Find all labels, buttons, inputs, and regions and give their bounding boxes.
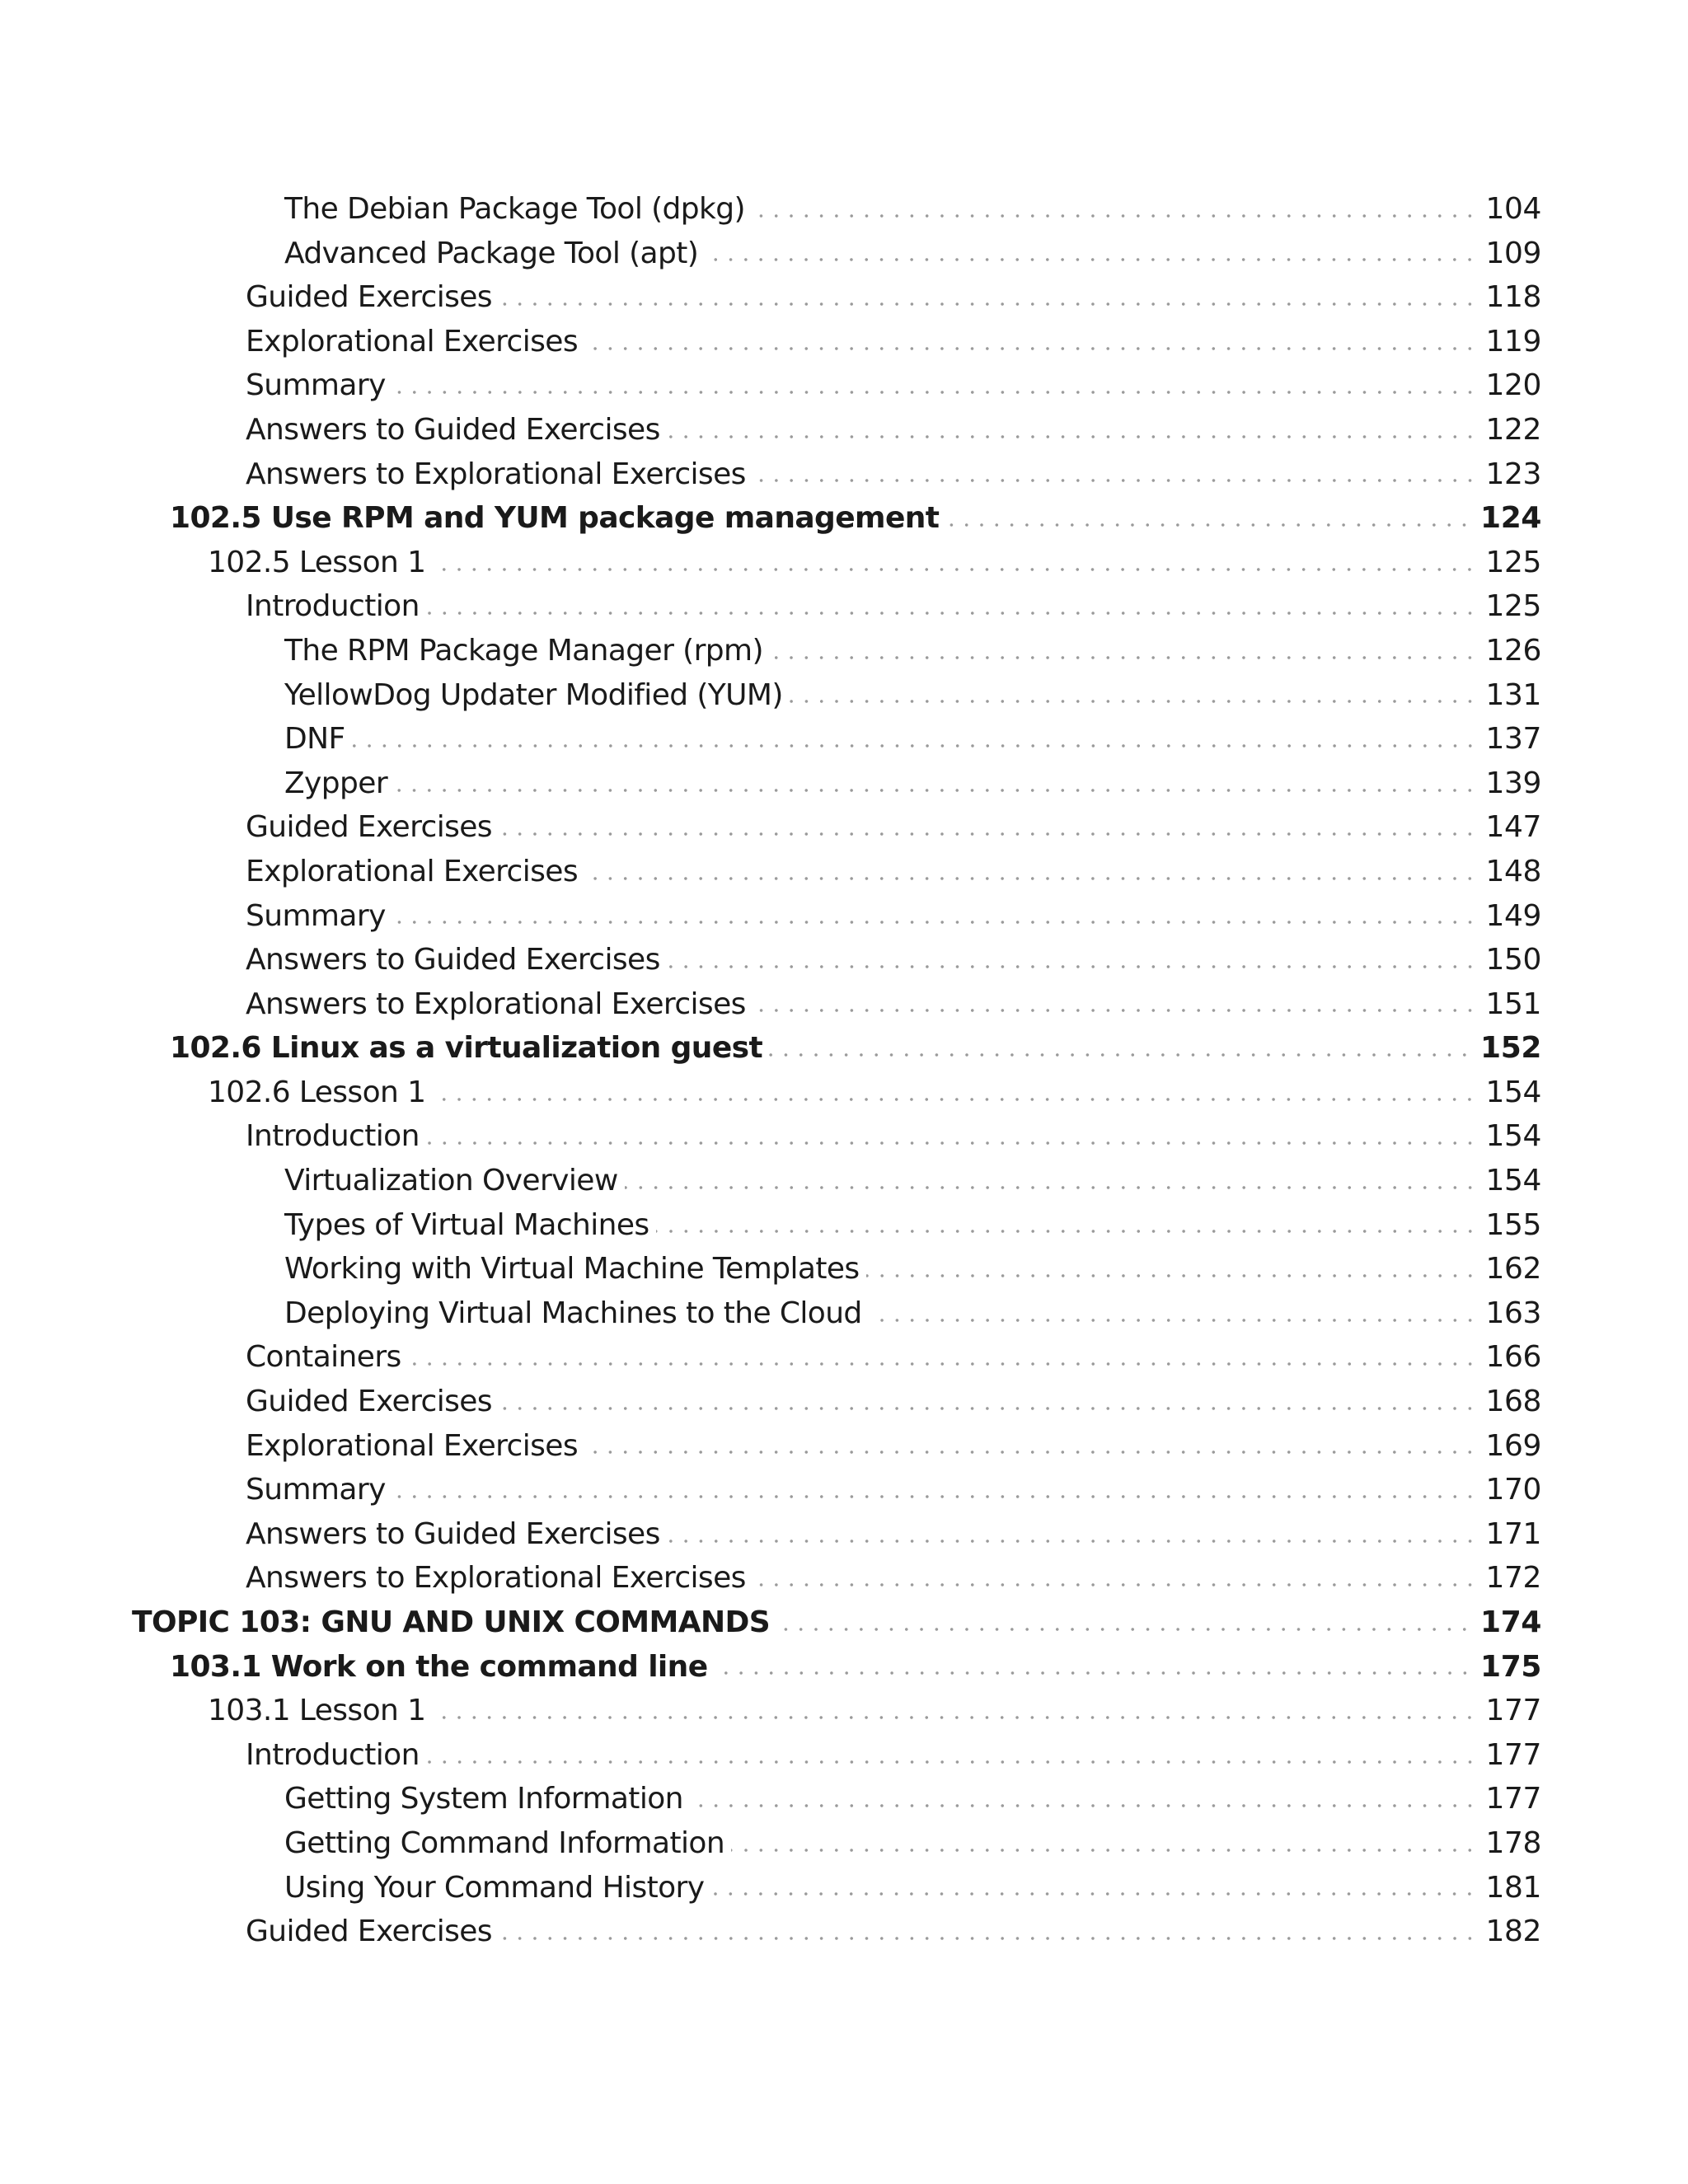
toc-entry-page-number: 171	[1485, 1516, 1541, 1551]
toc-entry-title: The RPM Package Manager (rpm)	[284, 633, 763, 668]
toc-entry-page-number: 131	[1485, 677, 1541, 712]
toc-entry-title: 102.5 Lesson 1	[208, 545, 426, 579]
toc-entry-page-number: 162	[1485, 1252, 1541, 1286]
toc-entry[interactable]	[0, 1556, 1688, 1601]
dot-leader	[770, 654, 1478, 662]
toc-entry-title: The Debian Package Tool (dpkg)	[284, 192, 745, 226]
toc-entry-page-number: 122	[1485, 412, 1541, 447]
dot-leader	[392, 918, 1478, 926]
toc-entry-title: DNF	[284, 722, 345, 757]
toc-entry[interactable]	[0, 1247, 1688, 1291]
toc-entry-page-number: 177	[1485, 1694, 1541, 1728]
toc-entry[interactable]	[0, 1866, 1688, 1910]
toc-entry-page-number: 181	[1485, 1870, 1541, 1905]
toc-entry-page-number: 170	[1485, 1473, 1541, 1507]
toc-entry-title: Explorational Exercises	[246, 854, 579, 888]
toc-entry-title: Getting Command Information	[284, 1825, 725, 1860]
dot-leader	[776, 1625, 1472, 1633]
toc-entry-title: Answers to Explorational Exercises	[246, 987, 746, 1021]
dot-leader	[667, 1537, 1478, 1545]
toc-entry-page-number: 104	[1485, 192, 1541, 226]
toc-entry[interactable]	[0, 1380, 1688, 1424]
toc-entry-title: Introduction	[246, 1737, 420, 1772]
toc-entry-title: Types of Virtual Machines	[284, 1207, 649, 1242]
dot-leader	[426, 1139, 1478, 1147]
dot-leader	[667, 433, 1478, 441]
toc-entry-page-number: 154	[1485, 1164, 1541, 1198]
toc-entry-page-number: 169	[1485, 1428, 1541, 1463]
dot-leader	[715, 1669, 1473, 1677]
dot-leader	[869, 1316, 1478, 1324]
toc-entry[interactable]	[0, 1910, 1688, 1954]
toc-entry-title: TOPIC 103: GNU AND UNIX COMMANDS	[132, 1605, 771, 1639]
toc-entry-title: Answers to Guided Exercises	[246, 1516, 660, 1551]
toc-entry-title: Using Your Command History	[284, 1870, 705, 1905]
toc-entry-page-number: 155	[1485, 1207, 1541, 1242]
dot-leader	[499, 830, 1478, 838]
toc-entry-title: Answers to Explorational Exercises	[246, 457, 746, 491]
dot-leader	[432, 1713, 1477, 1722]
toc-entry[interactable]	[0, 1821, 1688, 1866]
toc-entry-title: 102.6 Linux as a virtualization guest	[170, 1031, 763, 1066]
toc-entry-page-number: 148	[1485, 854, 1541, 888]
dot-leader	[499, 1404, 1478, 1413]
toc-entry-title: Summary	[246, 368, 386, 403]
toc-entry-title: Getting System Information	[284, 1782, 683, 1816]
toc-entry-title: 103.1 Work on the command line	[170, 1649, 708, 1684]
dot-leader	[945, 521, 1472, 529]
dot-leader	[584, 1448, 1477, 1456]
toc-entry[interactable]	[0, 496, 1688, 541]
toc-entry-page-number: 139	[1485, 766, 1541, 800]
toc-entry-page-number: 175	[1480, 1649, 1541, 1684]
toc-entry-title: Containers	[246, 1340, 401, 1375]
toc-entry-page-number: 151	[1485, 987, 1541, 1021]
dot-leader	[667, 963, 1478, 971]
toc-entry-page-number: 178	[1485, 1825, 1541, 1860]
toc-entry[interactable]	[0, 1071, 1688, 1115]
toc-entry[interactable]	[0, 541, 1688, 585]
toc-entry-title: Guided Exercises	[246, 280, 492, 315]
toc-entry-page-number: 120	[1485, 368, 1541, 403]
toc-entry-page-number: 154	[1485, 1119, 1541, 1154]
dot-leader	[753, 1006, 1478, 1015]
toc-entry-page-number: 154	[1485, 1075, 1541, 1109]
toc-entry-page-number: 147	[1485, 810, 1541, 845]
toc-entry-page-number: 166	[1485, 1340, 1541, 1375]
toc-entry-page-number: 125	[1485, 545, 1541, 579]
toc-entry-title: Answers to Guided Exercises	[246, 943, 660, 977]
dot-leader	[426, 1758, 1478, 1766]
toc-entry[interactable]	[0, 1203, 1688, 1248]
toc-entry[interactable]	[0, 1512, 1688, 1557]
dot-leader	[866, 1272, 1478, 1280]
dot-leader	[790, 697, 1478, 705]
toc-entry-title: 102.5 Use RPM and YUM package management	[170, 501, 940, 536]
dot-leader	[753, 476, 1478, 485]
toc-entry-title: Introduction	[246, 1119, 420, 1154]
toc-entry[interactable]	[0, 1777, 1688, 1821]
toc-entry[interactable]	[0, 717, 1688, 762]
toc-entry-page-number: 137	[1485, 722, 1541, 757]
toc-entry-page-number: 182	[1485, 1915, 1541, 1949]
toc-entry-title: 103.1 Lesson 1	[208, 1694, 426, 1728]
dot-leader	[769, 1051, 1472, 1059]
toc-entry[interactable]	[0, 850, 1688, 894]
dot-leader	[392, 1493, 1478, 1501]
toc-entry[interactable]	[0, 762, 1688, 806]
toc-entry-title: YellowDog Updater Modified (YUM)	[284, 677, 783, 712]
toc-entry[interactable]	[0, 1645, 1688, 1690]
dot-leader	[499, 300, 1478, 308]
toc-entry[interactable]	[0, 1291, 1688, 1336]
toc-entry-title: Working with Virtual Machine Templates	[284, 1252, 860, 1286]
dot-leader	[753, 1581, 1478, 1589]
toc-entry[interactable]	[0, 1468, 1688, 1512]
toc-entry[interactable]	[0, 938, 1688, 982]
toc-entry[interactable]	[0, 275, 1688, 320]
toc-entry-title: Guided Exercises	[246, 810, 492, 845]
dot-leader	[394, 786, 1477, 794]
toc-entry-page-number: 109	[1485, 236, 1541, 270]
toc-entry[interactable]	[0, 1159, 1688, 1203]
toc-entry-page-number: 126	[1485, 633, 1541, 668]
table-of-contents	[0, 187, 1688, 1954]
toc-entry-page-number: 118	[1485, 280, 1541, 315]
toc-entry-title: Virtualization Overview	[284, 1164, 618, 1198]
toc-entry-page-number: 174	[1480, 1605, 1541, 1639]
toc-entry-page-number: 172	[1485, 1561, 1541, 1596]
toc-entry-page-number: 119	[1485, 324, 1541, 359]
dot-leader	[731, 1846, 1477, 1854]
dot-leader	[584, 344, 1477, 353]
toc-entry-title: Guided Exercises	[246, 1915, 492, 1949]
dot-leader	[352, 742, 1478, 750]
toc-entry[interactable]	[0, 584, 1688, 629]
toc-entry[interactable]	[0, 982, 1688, 1027]
toc-entry-page-number: 149	[1485, 898, 1541, 933]
toc-entry-page-number: 150	[1485, 943, 1541, 977]
toc-entry-title: Answers to Guided Exercises	[246, 412, 660, 447]
toc-entry[interactable]	[0, 1601, 1688, 1645]
toc-entry[interactable]	[0, 232, 1688, 276]
toc-entry-page-number: 152	[1480, 1031, 1541, 1066]
toc-entry[interactable]	[0, 1689, 1688, 1733]
toc-entry-title: Guided Exercises	[246, 1385, 492, 1419]
toc-entry-title: Answers to Explorational Exercises	[246, 1561, 746, 1596]
toc-entry[interactable]	[0, 1424, 1688, 1469]
toc-entry-title: Advanced Package Tool (apt)	[284, 236, 699, 270]
dot-leader	[656, 1227, 1478, 1235]
toc-entry-title: Summary	[246, 898, 386, 933]
toc-entry[interactable]	[0, 1114, 1688, 1159]
toc-entry[interactable]	[0, 187, 1688, 232]
dot-leader	[710, 1890, 1477, 1898]
toc-entry-title: Zypper	[284, 766, 388, 800]
toc-entry[interactable]	[0, 1026, 1688, 1071]
dot-leader	[690, 1802, 1478, 1810]
toc-entry-page-number: 168	[1485, 1385, 1541, 1419]
toc-entry-title: 102.6 Lesson 1	[208, 1075, 426, 1109]
toc-entry-title: Deploying Virtual Machines to the Cloud	[284, 1296, 862, 1330]
toc-entry[interactable]	[0, 363, 1688, 408]
toc-entry-page-number: 163	[1485, 1296, 1541, 1330]
toc-entry[interactable]	[0, 629, 1688, 673]
toc-entry-page-number: 177	[1485, 1737, 1541, 1772]
dot-leader	[432, 1095, 1477, 1104]
toc-entry[interactable]	[0, 673, 1688, 718]
toc-entry[interactable]	[0, 805, 1688, 850]
toc-entry[interactable]	[0, 408, 1688, 452]
toc-entry[interactable]	[0, 452, 1688, 497]
toc-entry[interactable]	[0, 894, 1688, 939]
toc-entry[interactable]	[0, 1733, 1688, 1778]
toc-entry[interactable]	[0, 1335, 1688, 1380]
toc-entry-title: Introduction	[246, 589, 420, 624]
dot-leader	[432, 565, 1477, 574]
toc-entry[interactable]	[0, 320, 1688, 364]
toc-entry-page-number: 124	[1480, 501, 1541, 536]
dot-leader	[499, 1934, 1478, 1943]
dot-leader	[426, 609, 1478, 617]
toc-entry-page-number: 123	[1485, 457, 1541, 491]
toc-entry-title: Explorational Exercises	[246, 324, 579, 359]
dot-leader	[752, 212, 1478, 220]
toc-entry-page-number: 125	[1485, 589, 1541, 624]
dot-leader	[408, 1360, 1478, 1368]
toc-entry-page-number: 177	[1485, 1782, 1541, 1816]
dot-leader	[392, 388, 1478, 396]
toc-entry-title: Summary	[246, 1473, 386, 1507]
dot-leader	[625, 1183, 1478, 1192]
dot-leader	[705, 255, 1477, 264]
toc-entry-title: Explorational Exercises	[246, 1428, 579, 1463]
dot-leader	[584, 874, 1477, 883]
